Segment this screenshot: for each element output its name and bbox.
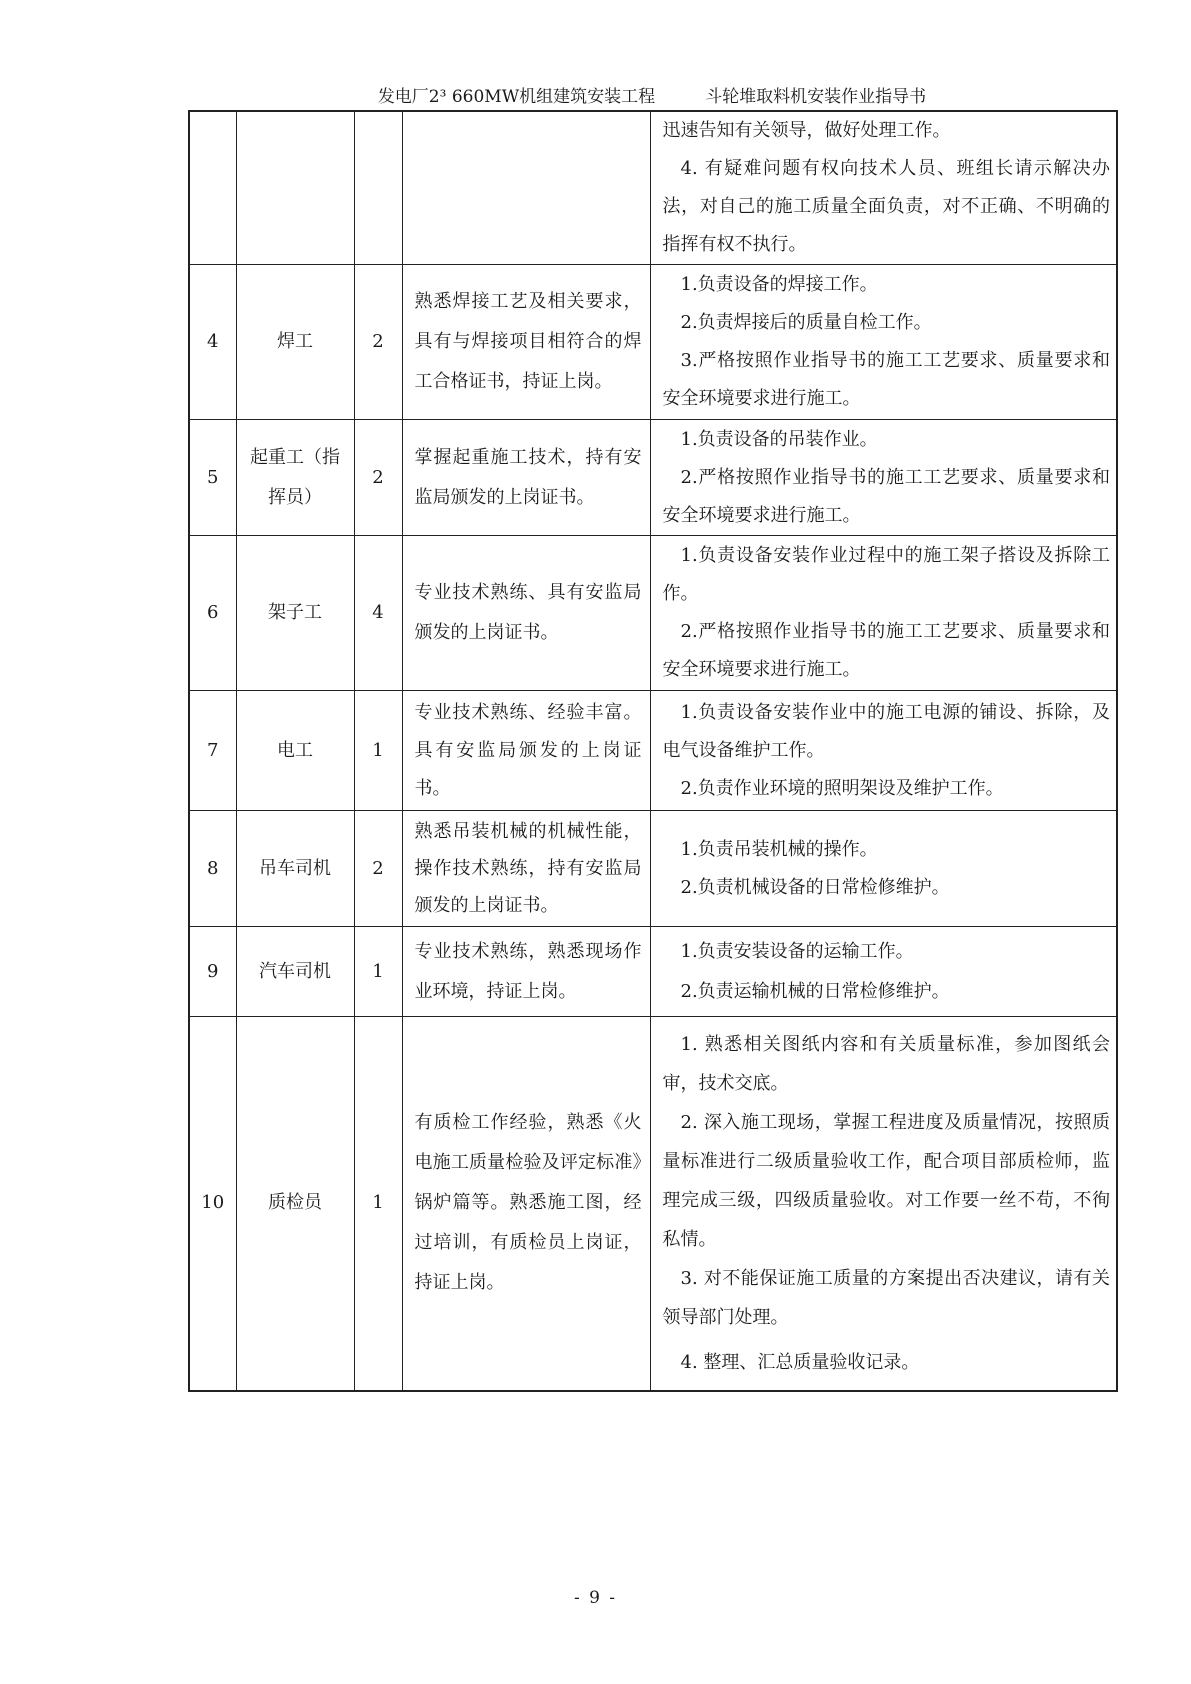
duty-line: 2.严格按照作业指导书的施工工艺要求、质量要求和安全环境要求进行施工。 [662,466,1110,526]
duty-line: 1.负责设备的吊装作业。 [680,428,878,450]
cell-no: 9 [189,927,236,1017]
duty-line: 2.严格按照作业指导书的施工工艺要求、质量要求和安全环境要求进行施工。 [662,621,1110,680]
table-row [189,811,1117,927]
cell-role: 吊车司机 [236,811,354,927]
cell-count: 1 [354,1017,402,1391]
qualification-text: 专业技术熟练，熟悉现场作业环境，持证上岗。 [414,940,642,1002]
header-project-title: 发电厂2³ 660MW机组建筑安装工程 [377,87,656,107]
cell-count: 1 [354,927,402,1017]
duty-line: 2.负责机械设备的日常检修维护。 [680,876,950,898]
cell-qualification [402,265,650,420]
cell-count: 2 [354,265,402,420]
cell-no: 4 [189,265,236,420]
cell-role: 汽车司机 [236,927,354,1017]
cell-count [354,111,402,265]
table-row [189,536,1117,691]
cell-duties [650,691,1117,811]
duty-line: 迅速告知有关领导，做好处理工作。 [662,120,951,141]
cell-qualification [402,1017,650,1391]
cell-count: 1 [354,691,402,811]
duty-line: 2.负责运输机械的日常检修维护。 [680,980,950,1002]
cell-role: 质检员 [236,1017,354,1391]
duty-line: 1.负责吊装机械的操作。 [680,838,878,860]
personnel-duties-table [188,110,1118,1392]
table-row [189,1017,1117,1391]
table-row [189,927,1117,1017]
duty-line: 1.负责设备安装作业过程中的施工架子搭设及拆除工作。 [662,545,1110,604]
cell-duties [650,265,1117,420]
qualification-text: 熟悉焊接工艺及相关要求，具有与焊接项目相符合的焊工合格证书，持证上岗。 [414,291,642,392]
header-document-title: 斗轮堆取料机安装作业指导书 [705,87,927,107]
cell-duties [650,927,1117,1017]
cell-qualification [402,111,650,265]
table-row [189,420,1117,536]
cell-no: 7 [189,691,236,811]
cell-no: 10 [189,1017,236,1391]
duty-line: 1.负责设备安装作业中的施工电源的铺设、拆除，及电气设备维护工作。 [662,701,1110,761]
cell-no: 6 [189,536,236,691]
duty-line: 2. 深入施工现场，掌握工程进度及质量情况，按照质量标准进行二级质量验收工作，配合项目部质检师，监理完成三级，四级质量验收。对工作要一丝不苟，不徇私情。 [662,1111,1110,1250]
table-row [189,691,1117,811]
duty-line: 2.负责焊接后的质量自检工作。 [680,312,932,333]
duty-line: 4. 有疑难问题有权向技术人员、班组长请示解决办法，对自己的施工质量全面负责，对不正确、不明确的指挥有权不执行。 [662,158,1110,255]
cell-duties [650,1017,1117,1391]
cell-duties [650,811,1117,927]
cell-role: 电工 [236,691,354,811]
page-number: - 9 - [573,1588,618,1608]
cell-qualification [402,811,650,927]
table-row [189,265,1117,420]
cell-role: 焊工 [236,265,354,420]
cell-qualification [402,536,650,691]
cell-count: 2 [354,811,402,927]
cell-duties [650,420,1117,536]
qualification-text: 有质检工作经验，熟悉《火电施工质量检验及评定标准》锅炉篇等。熟悉施工图，经过培训，有质检员上岗证，持证上岗。 [414,1112,642,1294]
qualification-text: 熟悉吊装机械的机械性能，操作技术熟练，持有安监局颁发的上岗证书。 [414,821,642,916]
cell-no: 5 [189,420,236,536]
duty-line: 2.负责作业环境的照明架设及维护工作。 [680,777,1004,799]
cell-count: 4 [354,536,402,691]
cell-duties [650,111,1117,265]
cell-role: 架子工 [236,536,354,691]
page-header [188,84,1116,110]
qualification-text: 专业技术熟练、具有安监局颁发的上岗证书。 [414,582,642,643]
cell-count: 2 [354,420,402,536]
cell-no: 8 [189,811,236,927]
cell-qualification [402,691,650,811]
qualification-text: 专业技术熟练、经验丰富。具有安监局颁发的上岗证书。 [414,701,642,799]
cell-no [189,111,236,265]
duty-line: 4. 整理、汇总质量验收记录。 [680,1351,920,1373]
duty-line: 1.负责安装设备的运输工作。 [680,940,914,962]
table-row [189,111,1117,265]
cell-role: 起重工（指挥员） [236,420,354,536]
duty-line: 3. 对不能保证施工质量的方案提出否决建议，请有关领导部门处理。 [662,1267,1110,1328]
cell-qualification [402,420,650,536]
qualification-text: 掌握起重施工技术，持有安监局颁发的上岗证书。 [414,446,642,508]
cell-role [236,111,354,265]
duty-line: 3.严格按照作业指导书的施工工艺要求、质量要求和安全环境要求进行施工。 [662,350,1110,409]
cell-duties [650,536,1117,691]
cell-qualification [402,927,650,1017]
duty-line: 1. 熟悉相关图纸内容和有关质量标准，参加图纸会审，技术交底。 [662,1033,1110,1094]
duty-line: 1.负责设备的焊接工作。 [680,274,878,295]
